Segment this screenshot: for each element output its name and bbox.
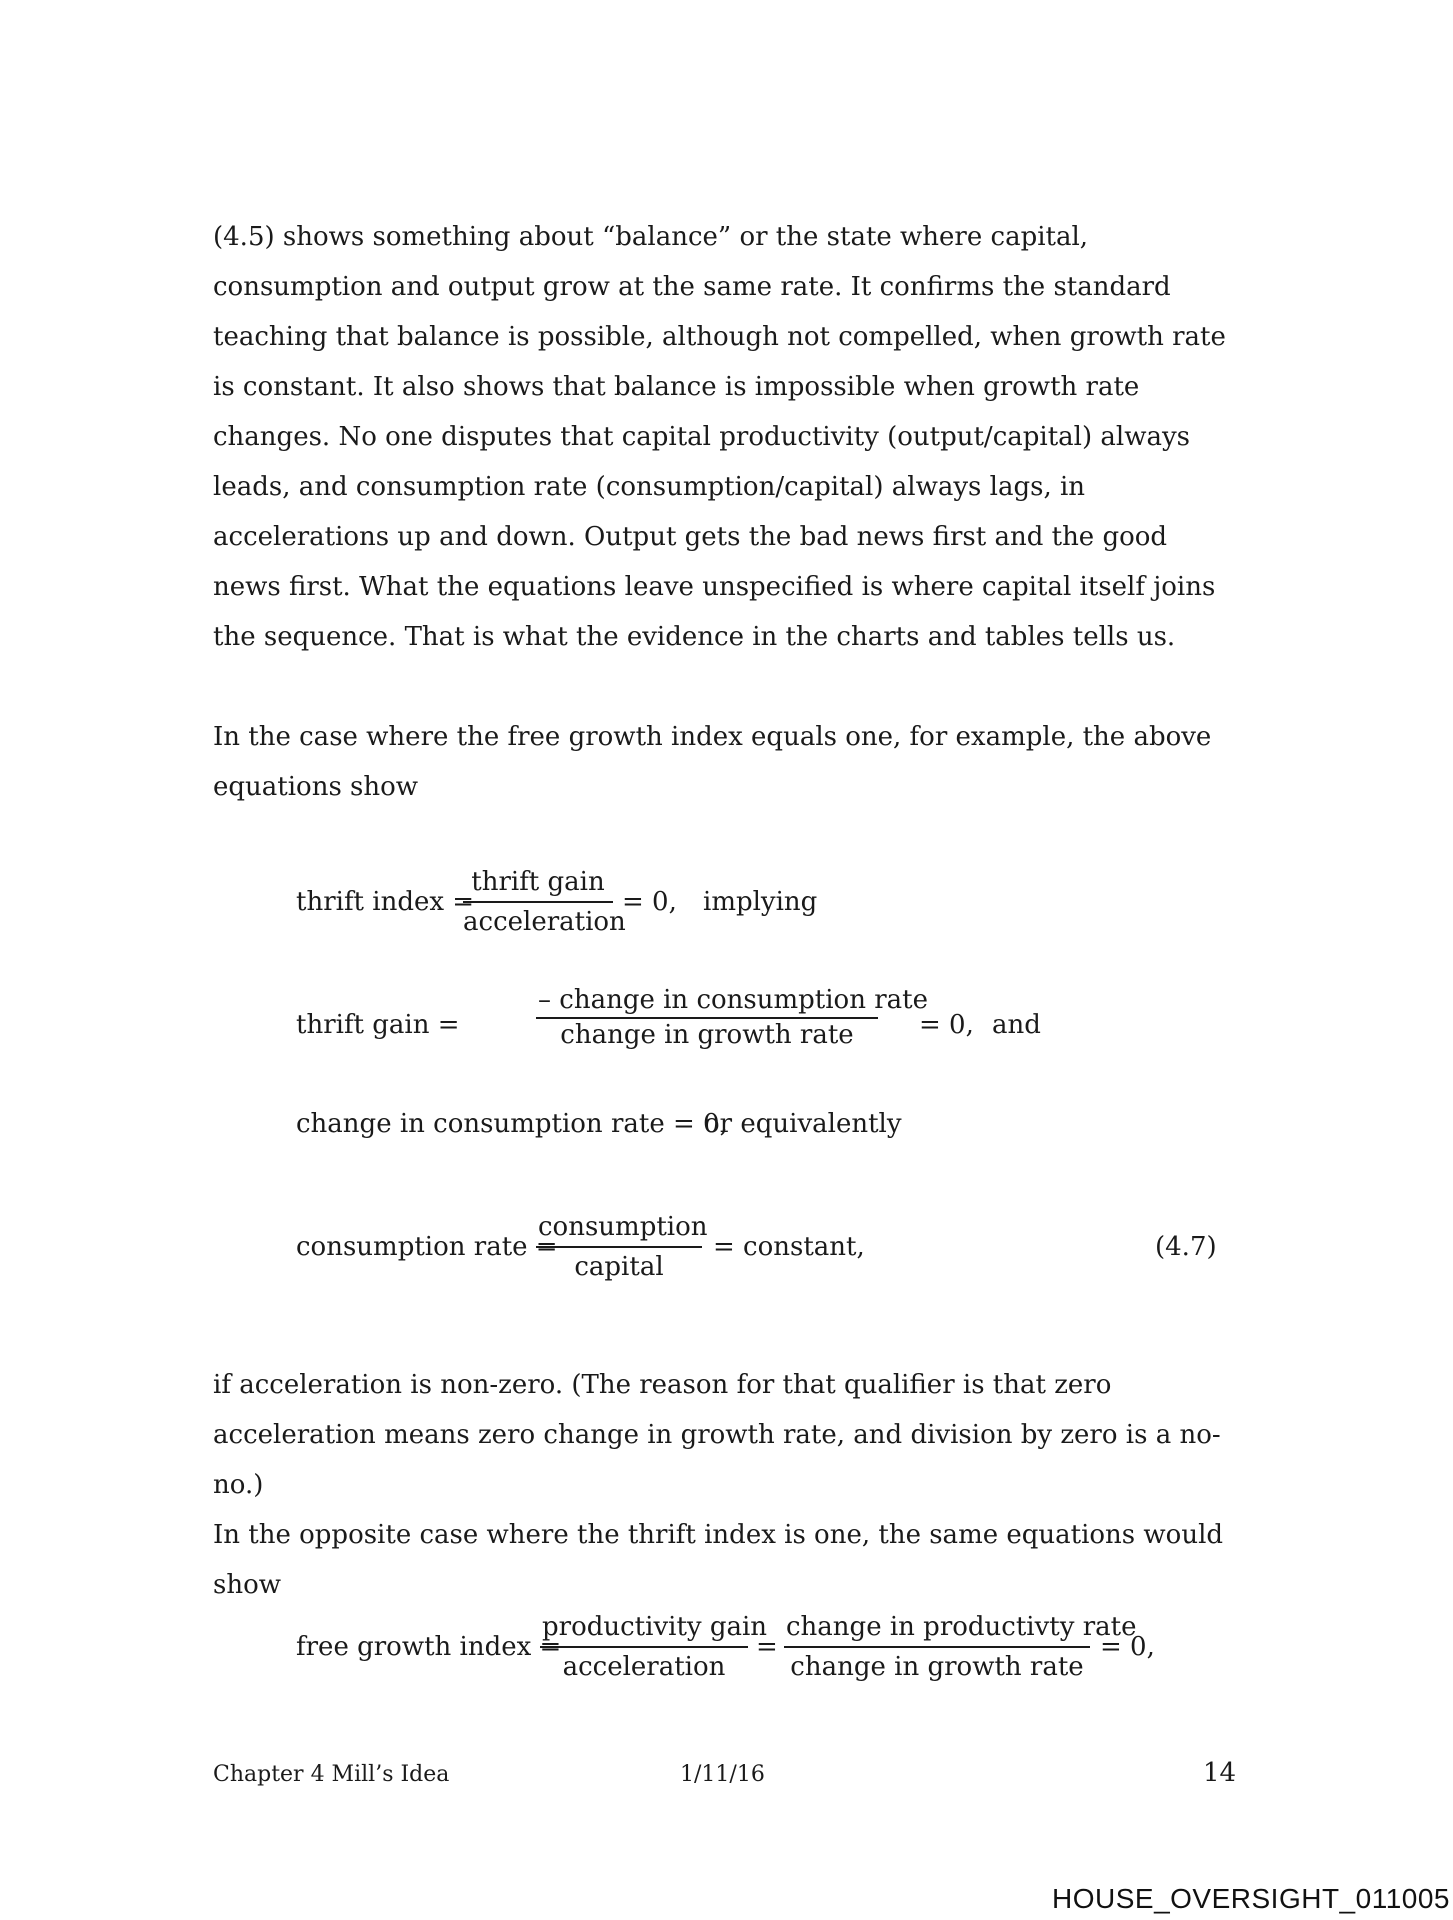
paragraph-free-growth-case: In the case where the free growth index equals one, for example, the above equations show — [213, 722, 1212, 802]
eq4-denominator: capital — [574, 1252, 664, 1282]
eq2-denominator: change in growth rate — [560, 1020, 854, 1050]
paragraph-qualifier: if acceleration is non-zero. (The reason for that qualifier is that zero acceleration means zero change in growth rate, and division by zero is a no-no.) — [213, 1370, 1221, 1500]
paragraph-thrift-case: In the opposite case where the thrift index is one, the same equations would show — [213, 1520, 1224, 1600]
eq2-fraction — [536, 985, 928, 1050]
eq4-rhs: = constant, — [713, 1232, 865, 1262]
eq2-rhs: = 0, — [919, 1010, 974, 1040]
footer-date: 1/11/16 — [680, 1762, 765, 1787]
eq5-numerator-1: productivity gain — [542, 1612, 768, 1642]
eq3-note: or equivalently — [704, 1109, 902, 1139]
eq5-equals: = — [756, 1632, 778, 1662]
page-number: 14 — [1203, 1758, 1237, 1788]
eq5-fraction-1 — [540, 1612, 768, 1682]
equation-number: (4.7) — [1155, 1232, 1217, 1262]
eq5-numerator-2: change in productivty rate — [786, 1612, 1137, 1642]
eq1-fraction — [463, 867, 626, 937]
eq2-lhs: thrift gain = — [296, 1010, 460, 1040]
eq5-fraction-2 — [784, 1612, 1137, 1682]
eq2-numerator: – change in consumption rate — [538, 985, 928, 1015]
eq1-rhs: = 0, — [622, 887, 677, 917]
eq2-note: and — [992, 1010, 1041, 1040]
eq4-lhs: consumption rate = — [296, 1232, 558, 1262]
eq3-lhs: change in consumption rate = 0, — [296, 1109, 728, 1139]
eq5-rhs: = 0, — [1100, 1632, 1155, 1662]
eq1-note: implying — [703, 887, 818, 917]
eq4-numerator: consumption — [538, 1212, 708, 1242]
eq1-numerator: thrift gain — [471, 867, 605, 897]
footer-chapter: Chapter 4 Mill’s Idea — [213, 1762, 450, 1787]
eq1-lhs: thrift index = — [296, 887, 475, 917]
eq4-fraction — [536, 1212, 708, 1282]
paragraph-balance: (4.5) shows something about “balance” or the state where capital, consumption and output grow at the same rate. It confirms the standard teaching that balance is possible, although not compelled, when growth rate is constant. It also shows that balance is impossible when growth rate changes. No one disputes that capital productivity (output/capital) always leads, and consumption rate (consumption/capital) always lags, in accelerations up and down. Output gets the bad news first and the good news first. What the equations leave unspecified is where capital itself joins the sequence. That is what the evidence in the charts and tables tells us. — [213, 222, 1226, 652]
eq1-denominator: acceleration — [463, 907, 626, 937]
eq5-denominator-2: change in growth rate — [790, 1652, 1084, 1682]
bates-number: HOUSE_OVERSIGHT_011005 — [1052, 1883, 1450, 1914]
eq5-denominator-1: acceleration — [562, 1652, 726, 1682]
eq5-lhs: free growth index = — [296, 1632, 562, 1662]
